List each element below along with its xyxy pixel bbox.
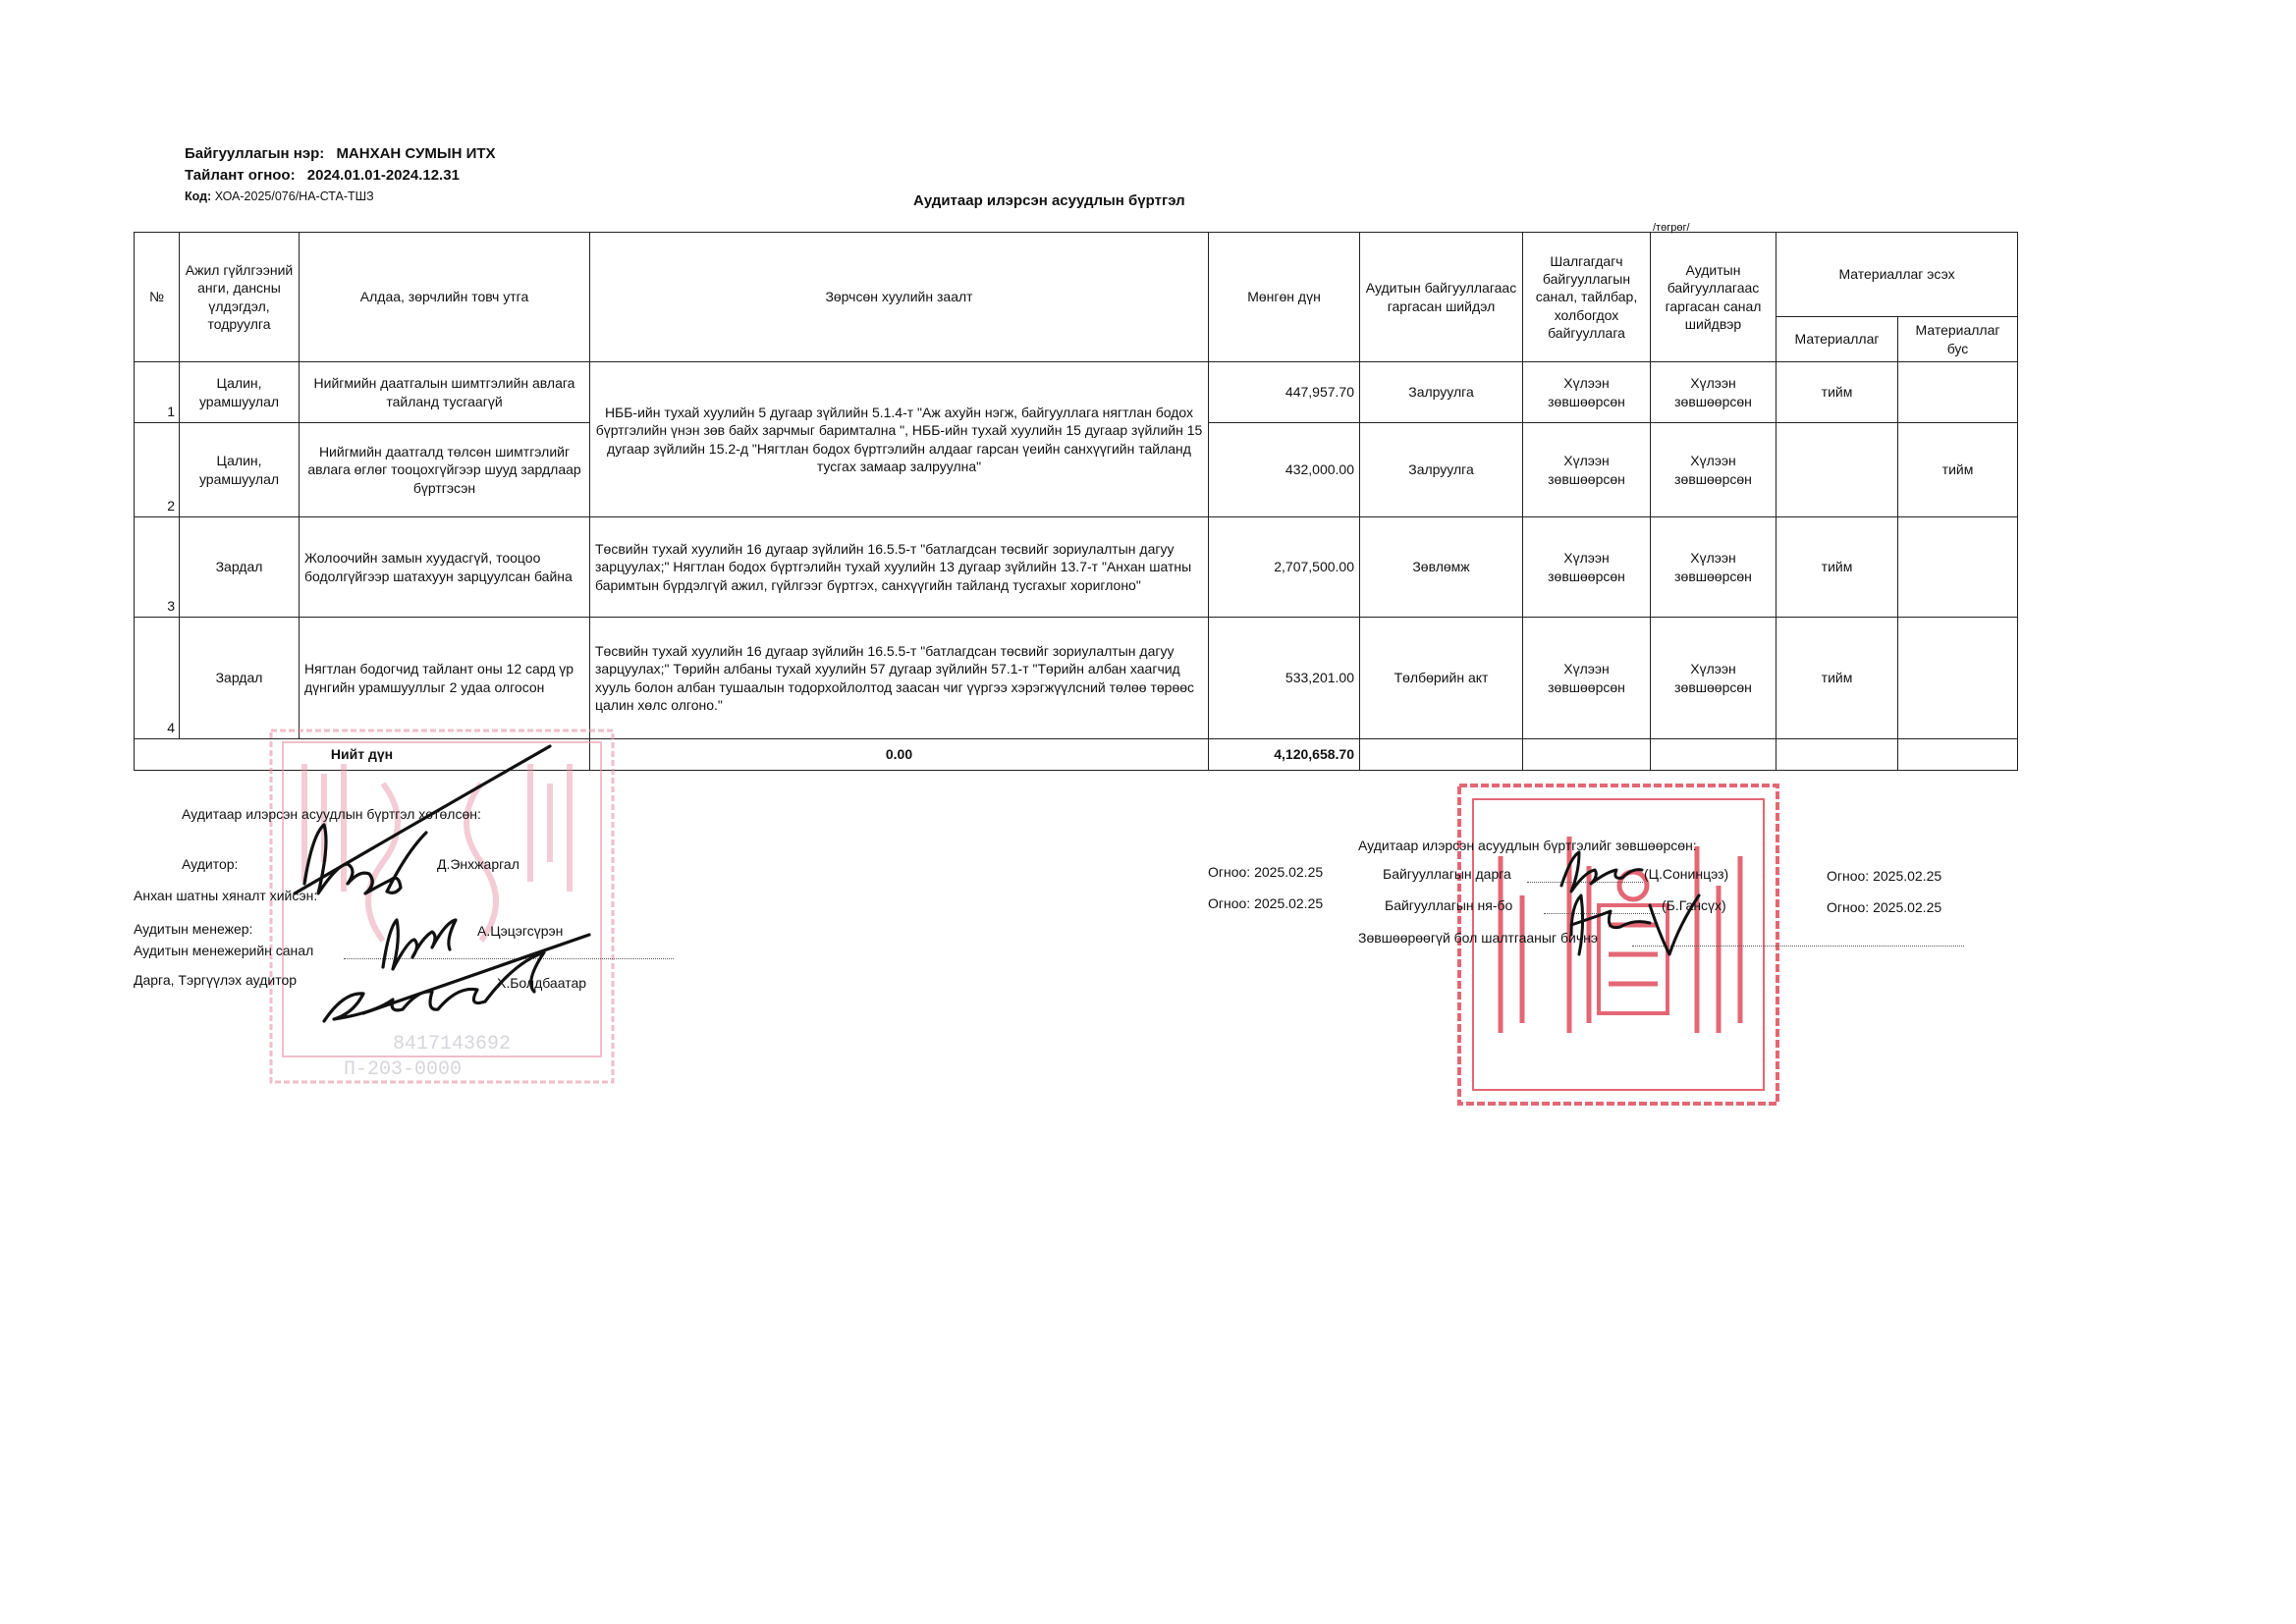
accountant-label: Байгууллагын ня-бо	[1385, 897, 1513, 913]
findings-table	[134, 232, 2018, 771]
auditor-label: Аудитор:	[182, 856, 239, 872]
manager-opinion-label: Аудитын менежерийн санал	[134, 943, 314, 958]
row-immaterial	[1898, 618, 2018, 739]
row-decision: Залруулга	[1360, 423, 1523, 517]
auditor-signatures	[275, 736, 668, 1041]
row-conclusion: Хүлээн зөвшөөрсөн	[1651, 362, 1777, 423]
row-immaterial	[1898, 517, 2018, 618]
code-line	[185, 189, 374, 203]
row-conclusion: Хүлээн зөвшөөрсөн	[1651, 618, 1777, 739]
header-row	[135, 233, 2018, 317]
row-response: Хүлээн зөвшөөрсөн	[1523, 517, 1651, 618]
row-amount: 2,707,500.00	[1209, 517, 1360, 618]
manager-label: Аудитын менежер:	[134, 921, 253, 937]
total-law-value: 0.00	[590, 739, 1209, 771]
disagree-label: Зөвшөөрөөгүй бол шалтгааныг бичнэ	[1358, 930, 1598, 946]
col-header-material: Материаллаг	[1777, 317, 1898, 362]
col-header-law: Зөрчсөн хуулийн заалт	[590, 233, 1209, 362]
row-amount: 447,957.70	[1209, 362, 1360, 423]
agreed-label: Аудитаар илэрсэн асуудлын бүртгэлийг зөвшөөрсөн:	[1358, 838, 1697, 853]
row-law: Төсвийн тухай хуулийн 16 дугаар зүйлийн 16.5.5-т "батлагдсан төсвийг зориулалтын дагуу зарцуулах;" Төрийн албаны тухай хуулийн 57 дугаар зүйлийн 57.1-т "Төрийн албан хаагчид хууль болон албан тушаалын тодорхойлолтод заасан чиг үүргээ хэрэгжүүлсний төлөө төрөөс цалин хөлс олгоно."	[590, 618, 1209, 739]
manager-name: А.Цэцэгсүрэн	[477, 923, 564, 939]
row-number: 1	[135, 362, 180, 423]
total-empty	[1777, 739, 1898, 771]
accountant-name: (Б.Гансүх)	[1662, 897, 1726, 913]
period-label: Тайлант огноо:	[185, 167, 296, 184]
row-law: Төсвийн тухай хуулийн 16 дугаар зүйлийн 16.5.5-т "батлагдсан төсвийг зориулалтын дагуу зарцуулах;" Нягтлан бодох бүртгэлийн тухай хуулийн 13 дугаар зүйлийн 13.7-т "Анхан шатны баримтын бүрдэлгүй ажил, гүйлгээг бүртгэх, санхүүгийн тайланд тусгахыг хориглоно"	[590, 517, 1209, 618]
row-amount: 432,000.00	[1209, 423, 1360, 517]
total-amount: 4,120,658.70	[1209, 739, 1360, 771]
date-4: Огноо: 2025.02.25	[1827, 899, 1942, 915]
row-conclusion: Хүлээн зөвшөөрсөн	[1651, 423, 1777, 517]
row-category: Цалин, урамшуулал	[180, 423, 300, 517]
col-header-amount: Мөнгөн дүн	[1209, 233, 1360, 362]
row-error: Нягтлан бодогчид тайлант оны 12 сард үр дүнгийн урамшууллыг 2 удаа олгосон	[300, 618, 590, 739]
row-response: Хүлээн зөвшөөрсөн	[1523, 618, 1651, 739]
code-label: Код:	[185, 189, 212, 203]
code-value: ХОА-2025/076/НА-СТА-ТШЗ	[214, 189, 374, 203]
row-material: тийм	[1777, 362, 1898, 423]
row-response: Хүлээн зөвшөөрсөн	[1523, 362, 1651, 423]
col-header-immaterial: Материаллаг бус	[1898, 317, 2018, 362]
row-decision: Зөвлөмж	[1360, 517, 1523, 618]
org-head-label: Байгууллагын дарга	[1383, 866, 1511, 882]
period-line	[185, 167, 460, 184]
stamp-number-2: П-203-0000	[344, 1058, 463, 1081]
row-number: 4	[135, 618, 180, 739]
head-name: Х.Болдбаатар	[497, 975, 587, 991]
row-amount: 533,201.00	[1209, 618, 1360, 739]
table-row	[135, 618, 2018, 739]
row-response: Хүлээн зөвшөөрсөн	[1523, 423, 1651, 517]
row-immaterial	[1898, 362, 2018, 423]
table-row	[135, 517, 2018, 618]
stamp-number-1: 8417143692	[393, 1033, 512, 1056]
col-header-error: Алдаа, зөрчлийн товч утга	[300, 233, 590, 362]
row-material	[1777, 423, 1898, 517]
row-category: Зардал	[180, 517, 300, 618]
total-empty	[1898, 739, 2018, 771]
col-header-conclusion: Аудитын байгууллагаас гаргасан санал шийдвэр	[1651, 233, 1777, 362]
row-error: Нийгмийн даатгалын шимтгэлийн авлага тайланд тусгаагүй	[300, 362, 590, 423]
col-header-response: Шалгагдагч байгууллагын санал, тайлбар, холбогдох байгууллага	[1523, 233, 1651, 362]
col-header-decision: Аудитын байгууллагаас гаргасан шийдэл	[1360, 233, 1523, 362]
row-number: 2	[135, 423, 180, 517]
org-name-value: МАНХАН СУМЫН ИТХ	[336, 145, 496, 162]
org-name-line	[185, 145, 496, 162]
org-head-name: (Ц.Сонинцэз)	[1644, 866, 1729, 882]
col-header-no: №	[135, 233, 180, 362]
org-name-label: Байгууллагын нэр:	[185, 145, 325, 162]
row-error: Жолоочийн замын хуудасгүй, тооцоо бодолгүйгээр шатахуун зарцуулсан байна	[300, 517, 590, 618]
organization-signatures	[1542, 846, 1738, 974]
auditor-name: Д.Энхжаргал	[437, 856, 519, 872]
date-3: Огноо: 2025.02.25	[1827, 868, 1942, 884]
row-law-shared: НББ-ийн тухай хуулийн 5 дугаар зүйлийн 5.1.4-т "Аж ахуйн нэгж, байгууллага нягтлан бодох бүртгэлийн үнэн зөв байх зарчмыг баримтална ", НББ-ийн тухай хуулийн 15 дугаар зүйлийн 15 дугаар зүйлийн 15.2-д "Нягтлан бодох бүртгэлийн алдааг гарсан үеийн санхүүгийн тайланд тусгах замаар залруулна"	[590, 362, 1209, 517]
col-header-category: Ажил гүйлгээний анги, дансны үлдэгдэл, тодруулга	[180, 233, 300, 362]
reviewer-label: Анхан шатны хяналт хийсэн:	[134, 888, 318, 903]
currency-unit: /төгрөг/	[1653, 222, 1690, 234]
row-error: Нийгмийн даатгалд төлсөн шимтгэлийг авлага өглөг тооцохгүйгээр шууд зардлаар бүртгэсэн	[300, 423, 590, 517]
row-material: тийм	[1777, 517, 1898, 618]
row-material: тийм	[1777, 618, 1898, 739]
row-conclusion: Хүлээн зөвшөөрсөн	[1651, 517, 1777, 618]
total-empty	[1360, 739, 1523, 771]
row-category: Зардал	[180, 618, 300, 739]
date-2: Огноо: 2025.02.25	[1208, 895, 1324, 911]
date-1: Огноо: 2025.02.25	[1208, 864, 1324, 880]
row-category: Цалин, урамшуулал	[180, 362, 300, 423]
total-empty	[1523, 739, 1651, 771]
period-value: 2024.01.01-2024.12.31	[306, 167, 460, 184]
prepared-label: Аудитаар илэрсэн асуудлын бүртгэл хөтөлсөн:	[182, 806, 481, 822]
col-header-materiality: Материаллаг эсэх	[1777, 233, 2018, 317]
total-label: Нийт дүн	[135, 739, 590, 771]
table-row	[135, 362, 2018, 423]
row-decision: Төлбөрийн акт	[1360, 618, 1523, 739]
head-label: Дарга, Тэргүүлэх аудитор	[134, 972, 298, 988]
total-empty	[1651, 739, 1777, 771]
row-decision: Залруулга	[1360, 362, 1523, 423]
row-number: 3	[135, 517, 180, 618]
document-title: Аудитаар илэрсэн асуудлын бүртгэл	[913, 192, 1185, 209]
row-immaterial: тийм	[1898, 423, 2018, 517]
